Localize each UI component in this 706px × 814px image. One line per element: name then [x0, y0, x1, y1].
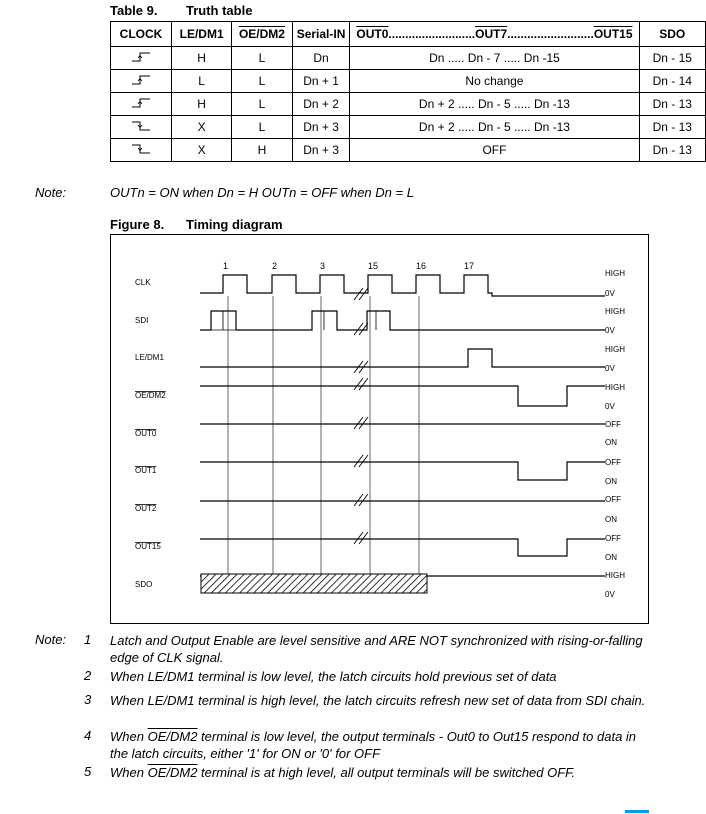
- cell-out: Dn ..... Dn - 7 ..... Dn -15: [350, 47, 639, 70]
- note-label: Note:: [35, 185, 67, 200]
- table-header-row: [111, 22, 706, 47]
- clock-rising-edge-icon: [111, 70, 172, 93]
- note-number: 4: [84, 728, 92, 743]
- col-serial-in: Serial-IN: [292, 22, 350, 47]
- cell-sdo: Dn - 15: [639, 47, 706, 70]
- timing-diagram: [110, 234, 649, 624]
- note-text-part: When LE/DM1 terminal is high level, the latch circuits refresh new set of data from SDI chain.: [110, 693, 646, 708]
- truth-table: [110, 21, 706, 162]
- table-row: [111, 116, 706, 139]
- table-row: [111, 139, 706, 162]
- signal-label: OUT15: [135, 542, 161, 551]
- signal-label: OE/DM2: [135, 391, 166, 400]
- note-text-part: When LE/DM1 terminal is low level, the latch circuits hold previous set of data: [110, 669, 557, 684]
- level-high-label: HIGH: [605, 571, 625, 580]
- cell-serial: Dn + 1: [292, 70, 350, 93]
- col-le: LE/DM1: [172, 22, 232, 47]
- level-low-label: 0V: [605, 326, 615, 335]
- clock-number: 16: [416, 261, 427, 271]
- signal-label: OUT1: [135, 466, 157, 475]
- cell-sdo: Dn - 13: [639, 93, 706, 116]
- diagram-frame: [111, 235, 649, 624]
- note-number: 2: [84, 668, 92, 683]
- figure-number: Figure 8.: [110, 217, 165, 232]
- clock-falling-edge-icon: [111, 139, 172, 162]
- cell-serial: Dn: [292, 47, 350, 70]
- figure-title: Timing diagram: [186, 217, 283, 232]
- col-out15: OUT15: [593, 27, 633, 41]
- table-row: [111, 47, 706, 70]
- signal-label: LE/DM1: [135, 353, 164, 362]
- cell-oe: L: [232, 116, 292, 139]
- note-number: 5: [84, 764, 92, 779]
- cell-out: Dn + 2 ..... Dn - 5 ..... Dn -13: [350, 93, 639, 116]
- level-low-label: 0V: [605, 590, 615, 599]
- col-outputs: [350, 22, 639, 47]
- level-high-label: OFF: [605, 420, 621, 429]
- clock-falling-edge-icon: [111, 116, 172, 139]
- cell-le: H: [172, 93, 232, 116]
- note-text: OUTn = ON when Dn = H OUTn = OFF when Dn = L: [110, 185, 414, 200]
- table-number: Table 9.: [110, 3, 158, 18]
- level-low-label: 0V: [605, 289, 615, 298]
- note-text-part: When: [110, 765, 148, 780]
- cell-le: X: [172, 139, 232, 162]
- col-oe: OE/DM2: [232, 22, 292, 47]
- level-high-label: HIGH: [605, 383, 625, 392]
- notes-label: Note:: [35, 632, 67, 647]
- cell-sdo: Dn - 14: [639, 70, 706, 93]
- level-high-label: OFF: [605, 495, 621, 504]
- clock-rising-edge-icon: [111, 93, 172, 116]
- note-text: [110, 692, 655, 709]
- clock-number: 1: [223, 261, 229, 271]
- level-low-label: ON: [605, 515, 617, 524]
- note-text-part: Latch and Output Enable are level sensitive and ARE NOT synchronized with rising-or-falling edge of CLK signal.: [110, 633, 643, 665]
- note-text-part: terminal is low level, the output terminals - Out0 to Out15 respond to data in the latch circuits, either '1' for ON or '0' for OFF: [110, 729, 637, 761]
- cell-serial: Dn + 3: [292, 116, 350, 139]
- cell-le: L: [172, 70, 232, 93]
- table-row: [111, 70, 706, 93]
- cell-oe: H: [232, 139, 292, 162]
- level-high-label: HIGH: [605, 307, 625, 316]
- col-out7: OUT7: [475, 27, 508, 41]
- note-overline-term: OE/DM2: [147, 729, 198, 744]
- note-text: [110, 764, 655, 781]
- note-number: 3: [84, 692, 92, 707]
- note-text: [110, 728, 655, 762]
- table-title: Truth table: [186, 3, 253, 18]
- note-text: [110, 632, 655, 666]
- note-number: 1: [84, 632, 92, 647]
- level-low-label: 0V: [605, 364, 615, 373]
- signal-label: CLK: [135, 278, 151, 287]
- cell-oe: L: [232, 93, 292, 116]
- cell-oe: L: [232, 47, 292, 70]
- level-low-label: ON: [605, 553, 617, 562]
- page-accent-bar: [625, 810, 649, 813]
- signal-label: OUT2: [135, 504, 157, 513]
- cell-out: Dn + 2 ..... Dn - 5 ..... Dn -13: [350, 116, 639, 139]
- signal-label: SDI: [135, 316, 149, 325]
- level-high-label: OFF: [605, 458, 621, 467]
- col-clock: CLOCK: [111, 22, 172, 47]
- level-high-label: HIGH: [605, 269, 625, 278]
- signal-label: OUT0: [135, 429, 157, 438]
- level-low-label: ON: [605, 477, 617, 486]
- note-text-part: terminal is at high level, all output terminals will be switched OFF.: [197, 765, 576, 780]
- signal-label: SDO: [135, 580, 153, 589]
- clock-number: 2: [272, 261, 278, 271]
- cell-serial: Dn + 3: [292, 139, 350, 162]
- level-low-label: ON: [605, 438, 617, 447]
- clock-number: 17: [464, 261, 475, 271]
- cell-le: H: [172, 47, 232, 70]
- level-high-label: HIGH: [605, 345, 625, 354]
- dots-1: ..........................: [388, 27, 476, 41]
- cell-out: No change: [350, 70, 639, 93]
- clock-number: 3: [320, 261, 326, 271]
- cell-out: OFF: [350, 139, 639, 162]
- cell-serial: Dn + 2: [292, 93, 350, 116]
- sdo-unknown-region: [201, 574, 427, 593]
- clock-rising-edge-icon: [111, 47, 172, 70]
- col-out0: OUT0: [356, 27, 389, 41]
- cell-oe: L: [232, 70, 292, 93]
- note-text: [110, 668, 655, 685]
- note-text-part: When: [110, 729, 148, 744]
- table-row: [111, 93, 706, 116]
- note-overline-term: OE/DM2: [147, 765, 198, 780]
- clock-number: 15: [368, 261, 379, 271]
- cell-le: X: [172, 116, 232, 139]
- level-high-label: OFF: [605, 534, 621, 543]
- dots-2: ..........................: [507, 27, 594, 41]
- cell-sdo: Dn - 13: [639, 139, 706, 162]
- level-low-label: 0V: [605, 402, 615, 411]
- col-sdo: SDO: [639, 22, 706, 47]
- cell-sdo: Dn - 13: [639, 116, 706, 139]
